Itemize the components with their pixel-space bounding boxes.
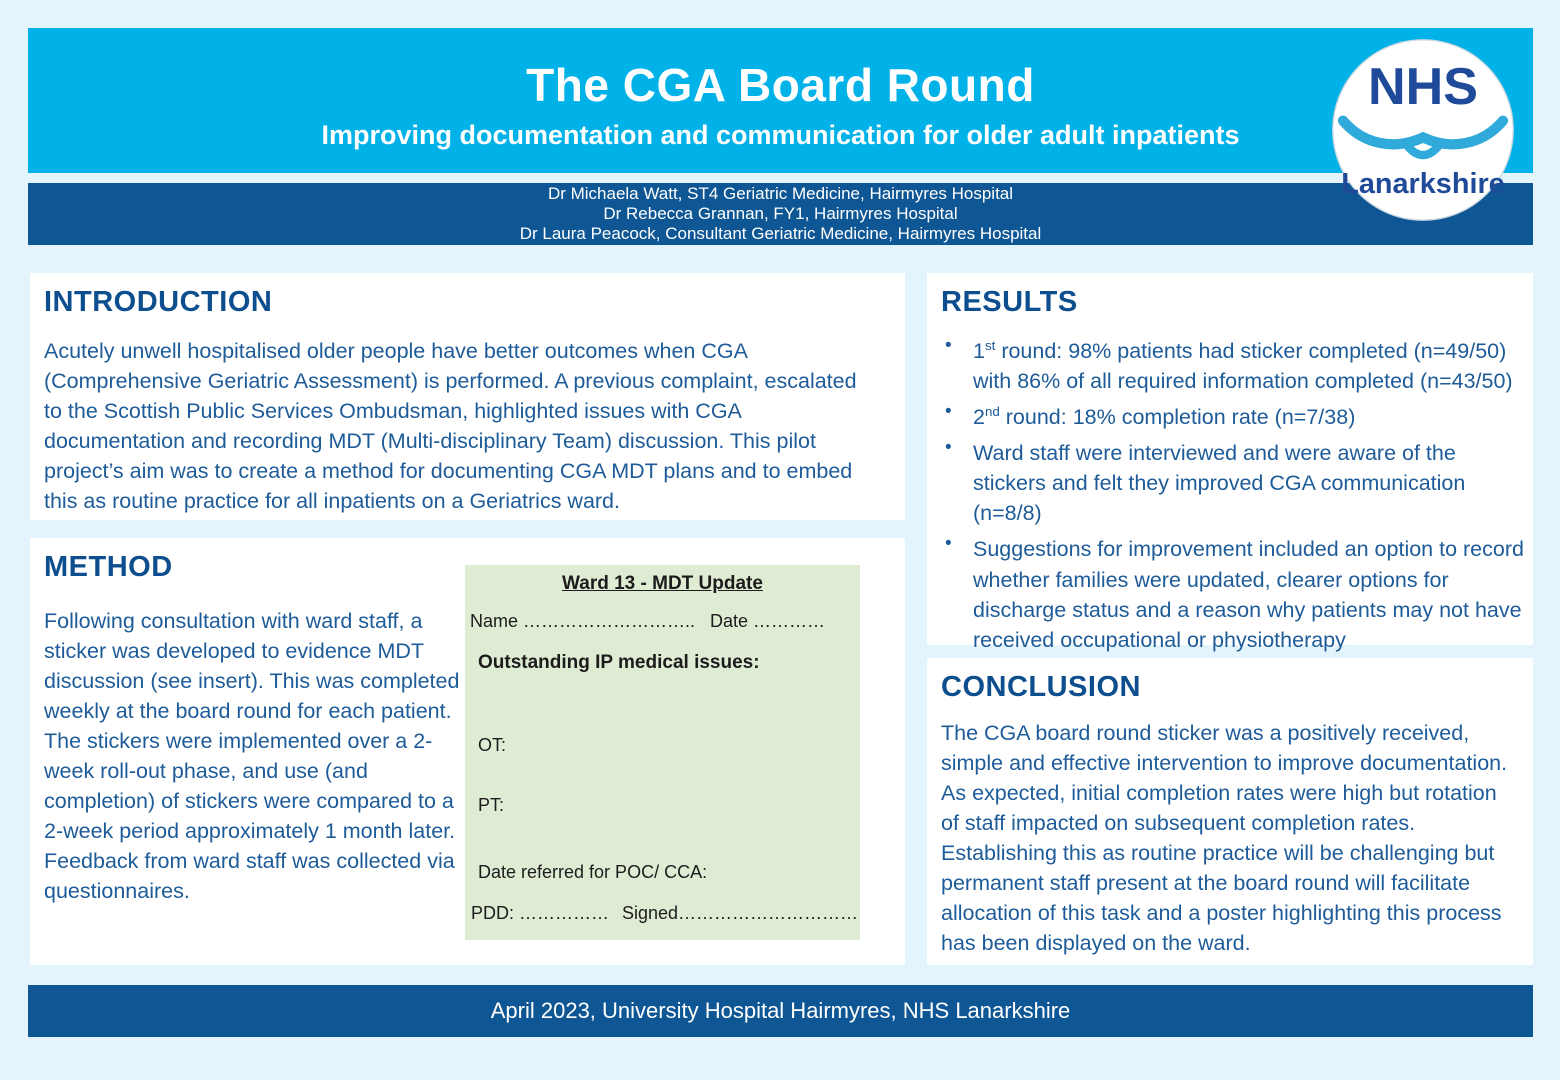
results-bullet-list [941,331,1525,655]
conclusion-panel [927,658,1533,965]
bullet-dot-icon: • [945,533,952,555]
sticker-name-field: Name ……………………….. [470,611,696,631]
authors-bar [28,183,1533,245]
introduction-body: Acutely unwell hospitalised older people have better outcomes when CGA (Comprehensive Geriatric Assessment) is performed. A previous complaint, escalated to the Scottish Public Services Ombudsman, highlighted issues with CGA documentation and recording MDT (Multi-disciplinary Team) discussion. This pilot project’s aim was to create a method for documenting CGA MDT plans and to embed this as routine practice for all inpatients on a Geriatrics ward. [44,339,857,513]
introduction-heading: INTRODUCTION [44,286,273,318]
results-bullet-1: • 1st round: 98% patients had sticker completed (n=49/50) with 86% of all required information completed (n=43/50) [941,331,1525,396]
conclusion-body: The CGA board round sticker was a positively received, simple and effective intervention to improve documentation. As expected, initial completion rates were high but rotation of staff impacted on subsequent completion rates. Establishing this as routine practice will be challenging but permanent staff present at the board round will facilitate allocation of this task and a poster highlighting this process has been displayed on the ward. [941,721,1508,955]
results-panel [927,273,1533,652]
mdt-sticker-insert [465,565,860,940]
nhs-logo-org-text: NHS [1368,57,1478,116]
bullet-dot-icon: • [945,401,952,423]
results-bullet-2: • 2nd round: 18% completion rate (n=7/38) [941,397,1525,432]
nhs-logo-svg [1330,37,1516,223]
method-panel [30,538,905,965]
sticker-date-field: Date ………… [710,611,826,631]
bullet-dot-icon: • [945,437,952,459]
sticker-ot-field: OT: [478,735,507,755]
nhs-logo-region-text: Lanarkshire [1341,168,1505,201]
author-line-2: Dr Rebecca Grannan, FY1, Hairmyres Hospital [603,204,958,223]
nhs-lanarkshire-logo-icon [1330,37,1516,223]
poster-subtitle: Improving documentation and communication for older adult inpatients [321,120,1240,150]
bullet-dot-icon: • [945,335,952,356]
results-bullet-4: • Suggestions for improvement included an option to record whether families were updated, clearer options for discharge status and a reason why patients may not have received occupational or physiotherapy [941,529,1525,654]
method-body: Following consultation with ward staff, a sticker was developed to evidence MDT discussion (see insert). This was completed weekly at the board round for each patient. The stickers were implemented over a 2-week roll-out phase, and use (and completion) of stickers were compared to a 2-week period approximately 1 month later. Feedback from ward staff was collected via questionnaires. [44,609,460,903]
results-bullet-3: • Ward staff were interviewed and were aware of the stickers and felt they improved CGA communication (n=8/8) [941,433,1525,528]
sticker-pdd-field: PDD: …………… [471,903,610,923]
sticker-referral-field: Date referred for POC/ CCA: [478,862,708,882]
sticker-title: Ward 13 - MDT Update [562,573,763,594]
conclusion-heading: CONCLUSION [941,671,1141,703]
introduction-panel [30,273,905,520]
sticker-signed-field: Signed………………………… [622,903,859,923]
sticker-pt-field: PT: [478,795,505,815]
poster-title: The CGA Board Round [526,59,1035,111]
footer-bar [28,985,1533,1037]
author-line-3: Dr Laura Peacock, Consultant Geriatric Medicine, Hairmyres Hospital [519,224,1042,243]
method-heading: METHOD [44,551,173,583]
footer-text: April 2023, University Hospital Hairmyres, NHS Lanarkshire [490,998,1071,1023]
author-line-1: Dr Michaela Watt, ST4 Geriatric Medicine, Hairmyres Hospital [547,184,1014,203]
results-heading: RESULTS [941,286,1078,318]
sticker-issues-heading: Outstanding IP medical issues: [478,652,760,673]
header-banner [28,28,1533,173]
